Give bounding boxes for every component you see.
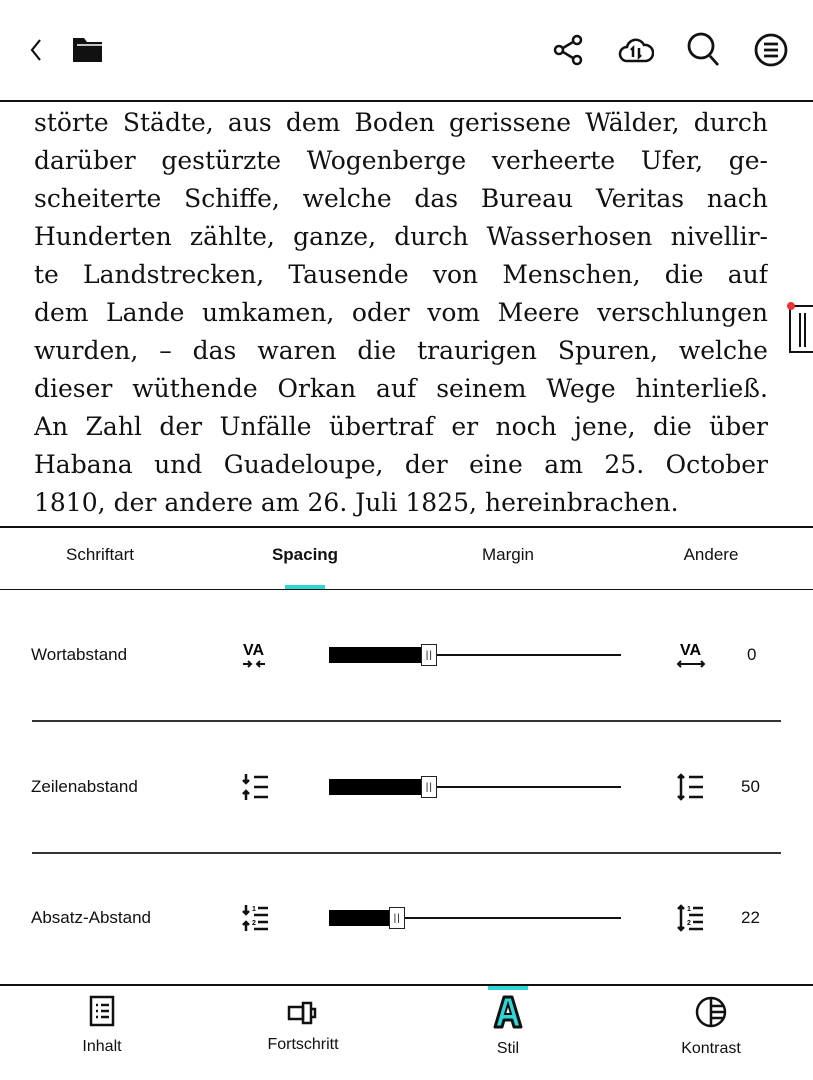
divider — [0, 100, 813, 102]
text-word: umkamen, — [201, 298, 335, 327]
text-word: wurden, — [34, 336, 139, 365]
slider-thumb[interactable]: || — [421, 644, 437, 666]
text-word: das — [414, 184, 459, 213]
paragraph-spacing-wide-icon[interactable] — [676, 903, 708, 933]
folder-icon[interactable] — [70, 34, 106, 66]
text-word: Tausende — [288, 260, 409, 289]
setting-value: 0 — [747, 645, 757, 664]
text-word: dem — [34, 298, 89, 327]
nav-kontrast[interactable] — [611, 995, 811, 1058]
bookmark-scroll-handle[interactable] — [789, 305, 813, 353]
nav-label: Stil — [496, 1040, 520, 1057]
slider-fill — [329, 779, 425, 795]
text-line — [34, 332, 768, 370]
svg-text:2: 2 — [687, 920, 691, 927]
text-word: jene, — [574, 412, 636, 441]
text-word: Zahl — [85, 412, 142, 441]
text-word: über — [709, 412, 768, 441]
text-word: Veritas — [595, 184, 685, 213]
text-word: welche — [302, 184, 392, 213]
svg-text:1: 1 — [252, 906, 256, 913]
text-word: am — [544, 450, 583, 479]
text-line — [34, 370, 768, 408]
text-word: Spuren, — [557, 336, 658, 365]
search-icon[interactable] — [684, 30, 722, 68]
nav-top-border — [0, 984, 813, 986]
text-word: zählte, — [189, 222, 275, 251]
line-spacing-narrow-icon[interactable] — [241, 772, 273, 802]
text-word: Guadeloupe, — [223, 450, 384, 479]
text-word: auf — [727, 260, 768, 289]
text-word: gerissene — [449, 108, 572, 137]
text-line — [34, 142, 768, 180]
text-word: Meere — [497, 298, 580, 327]
nav-stil[interactable] — [408, 995, 608, 1058]
tab-schriftart[interactable]: Schriftart — [65, 545, 135, 564]
cloud-sync-icon[interactable] — [616, 32, 656, 68]
text-word: An — [34, 412, 69, 441]
text-word: die — [652, 412, 692, 441]
text-word: te — [34, 260, 59, 289]
table-of-contents-icon — [88, 995, 116, 1027]
setting-value: 22 — [741, 908, 760, 927]
text-word: Wogenberge — [306, 146, 467, 175]
share-icon[interactable] — [550, 32, 586, 68]
text-word: die — [664, 260, 704, 289]
text-word: Ufer, — [640, 146, 704, 175]
nav-inhalt[interactable] — [2, 995, 202, 1056]
text-word: verschlungen — [597, 298, 768, 327]
text-line — [34, 104, 768, 142]
tab-andere[interactable]: Andere — [683, 545, 739, 564]
menu-icon[interactable] — [752, 31, 790, 69]
text-word: nach — [706, 184, 768, 213]
text-word: der — [113, 488, 157, 517]
text-word: scheiterte — [34, 184, 162, 213]
text-line — [34, 180, 768, 218]
text-word: waren — [257, 336, 337, 365]
slider-fill — [329, 910, 393, 926]
text-word: Menschen, — [502, 260, 641, 289]
top-bar — [0, 0, 813, 100]
text-line — [34, 484, 768, 522]
text-word: Schiffe, — [184, 184, 280, 213]
nav-fortschritt[interactable] — [203, 999, 403, 1054]
line-spacing-wide-icon[interactable] — [676, 772, 708, 802]
text-word: gestürzte — [161, 146, 282, 175]
text-word: übertraf — [328, 412, 434, 441]
text-word: ganze, — [293, 222, 377, 251]
text-word: Städte, — [122, 108, 214, 137]
text-word: – — [159, 336, 172, 365]
text-word: traurigen — [417, 336, 537, 365]
panel-top-border — [0, 526, 813, 528]
text-word: von — [432, 260, 479, 289]
text-word: 25. — [604, 450, 645, 479]
text-word: Boden — [354, 108, 435, 137]
slider-thumb[interactable]: || — [421, 776, 437, 798]
back-icon[interactable] — [22, 34, 50, 66]
text-word: das — [192, 336, 237, 365]
text-word: Lande — [106, 298, 185, 327]
slider-thumb[interactable]: || — [389, 907, 405, 929]
svg-text:1: 1 — [687, 906, 691, 913]
divider — [32, 852, 781, 854]
text-word: Bureau — [480, 184, 574, 213]
text-word: andere — [164, 488, 253, 517]
text-line — [34, 446, 768, 484]
paragraph-spacing-narrow-icon[interactable] — [241, 903, 273, 933]
text-word: ge- — [728, 146, 768, 175]
position-marker — [787, 302, 795, 310]
text-word: dem — [285, 108, 341, 137]
text-word: noch — [495, 412, 557, 441]
text-word: darüber — [34, 146, 136, 175]
reader-text — [34, 104, 768, 524]
svg-text:VA: VA — [243, 642, 265, 659]
text-word: durch — [693, 108, 768, 137]
text-word: dieser — [34, 374, 113, 403]
text-word: Landstrecken, — [83, 260, 265, 289]
text-word: Wasserhosen — [486, 222, 653, 251]
text-line — [34, 408, 768, 446]
nav-label: Kontrast — [681, 1040, 741, 1057]
text-word: Orkan — [277, 374, 357, 403]
text-word: der — [404, 450, 448, 479]
text-word: verheerte — [491, 146, 616, 175]
text-word: störte — [34, 108, 109, 137]
text-word: und — [154, 450, 203, 479]
text-word: welche — [678, 336, 768, 365]
text-word: der — [159, 412, 203, 441]
svg-text:VA: VA — [680, 642, 702, 659]
nav-label: Fortschritt — [267, 1036, 339, 1053]
text-word: durch — [394, 222, 469, 251]
text-word: wüthende — [132, 374, 258, 403]
text-word: hinterließ. — [635, 374, 768, 403]
divider — [0, 589, 813, 590]
word-spacing-wide-icon[interactable] — [676, 640, 708, 670]
text-word: vom — [427, 298, 481, 327]
text-word: er — [451, 412, 479, 441]
style-icon — [492, 995, 524, 1029]
tab-spacing[interactable]: Spacing — [271, 545, 339, 564]
text-line — [34, 218, 768, 256]
text-word: 1810, — [34, 488, 106, 517]
text-word: eine — [469, 450, 523, 479]
setting-label: Zeilenabstand — [31, 777, 138, 796]
active-nav-indicator — [488, 986, 528, 990]
contrast-icon — [694, 995, 728, 1029]
text-word: hereinbrachen. — [484, 488, 679, 517]
text-word: 26. — [307, 488, 348, 517]
text-word: oder — [351, 298, 410, 327]
nav-label: Inhalt — [82, 1038, 122, 1055]
slider-fill — [329, 647, 425, 663]
text-word: Wälder, — [585, 108, 680, 137]
text-word: auf — [376, 374, 417, 403]
text-word: Habana — [34, 450, 133, 479]
word-spacing-narrow-icon[interactable] — [241, 640, 273, 670]
divider — [32, 720, 781, 722]
setting-label: Absatz-Abstand — [31, 908, 152, 927]
text-word: October — [665, 450, 768, 479]
text-word: Unfälle — [219, 412, 312, 441]
text-word: Hunderten — [34, 222, 172, 251]
text-line — [34, 294, 768, 332]
text-word: nivellir- — [670, 222, 768, 251]
text-word: 1825, — [405, 488, 477, 517]
text-word: Juli — [355, 488, 398, 517]
text-word: aus — [227, 108, 272, 137]
tab-margin[interactable]: Margin — [482, 545, 534, 564]
text-word: Wege — [546, 374, 616, 403]
text-line — [34, 256, 768, 294]
setting-label: Wortabstand — [31, 645, 128, 664]
setting-value: 50 — [741, 777, 760, 796]
text-word: am — [260, 488, 300, 517]
progress-icon — [287, 999, 319, 1027]
svg-text:2: 2 — [252, 920, 256, 927]
text-word: die — [357, 336, 397, 365]
text-word: seinem — [436, 374, 527, 403]
